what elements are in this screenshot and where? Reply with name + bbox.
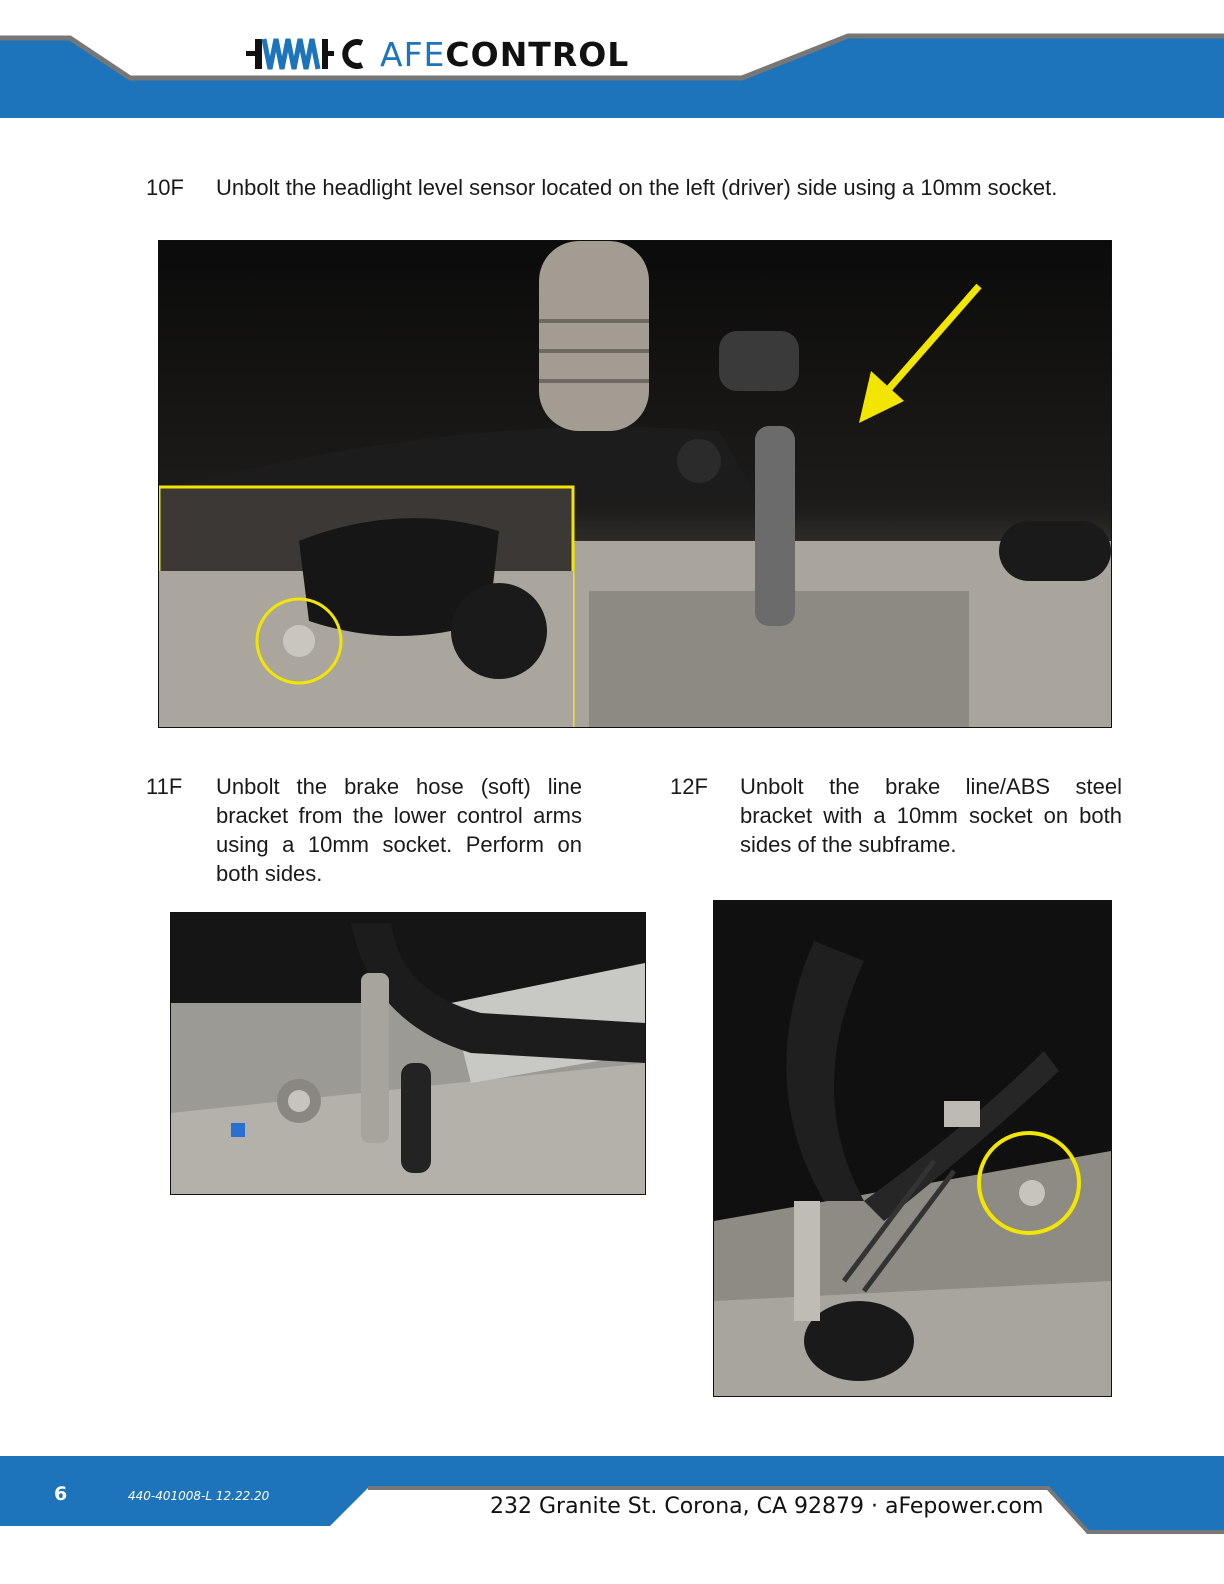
step-instruction: Unbolt the headlight level sensor located on the left (driver) side using a 10mm socket. (216, 175, 1058, 200)
step-number: 10F (146, 175, 184, 200)
brand-wordmark: AFECONTROL (380, 34, 630, 74)
step-instruction: Unbolt the brake hose (soft) line bracket from the lower control arms using a 10mm socket. Perform on both sides. (216, 774, 582, 886)
afe-control-logo-icon (246, 37, 374, 71)
footer-address: 232 Granite St. Corona, CA 92879 · aFepower.com (490, 1494, 1044, 1519)
footer-banner (0, 1456, 1224, 1584)
document-id: 440-401008-L 12.22.20 (128, 1489, 270, 1503)
abs-bracket-photo (713, 900, 1112, 1397)
brake-hose-bracket-photo (170, 912, 646, 1195)
brand-logo (246, 32, 629, 76)
page-number: 6 (54, 1483, 68, 1505)
headlight-sensor-photo (158, 240, 1112, 728)
step-number: 12F (670, 774, 708, 799)
step-instruction: Unbolt the brake line/ABS steel bracket with a 10mm socket on both sides of the subframe. (740, 774, 1122, 857)
step-number: 11F (146, 774, 183, 799)
